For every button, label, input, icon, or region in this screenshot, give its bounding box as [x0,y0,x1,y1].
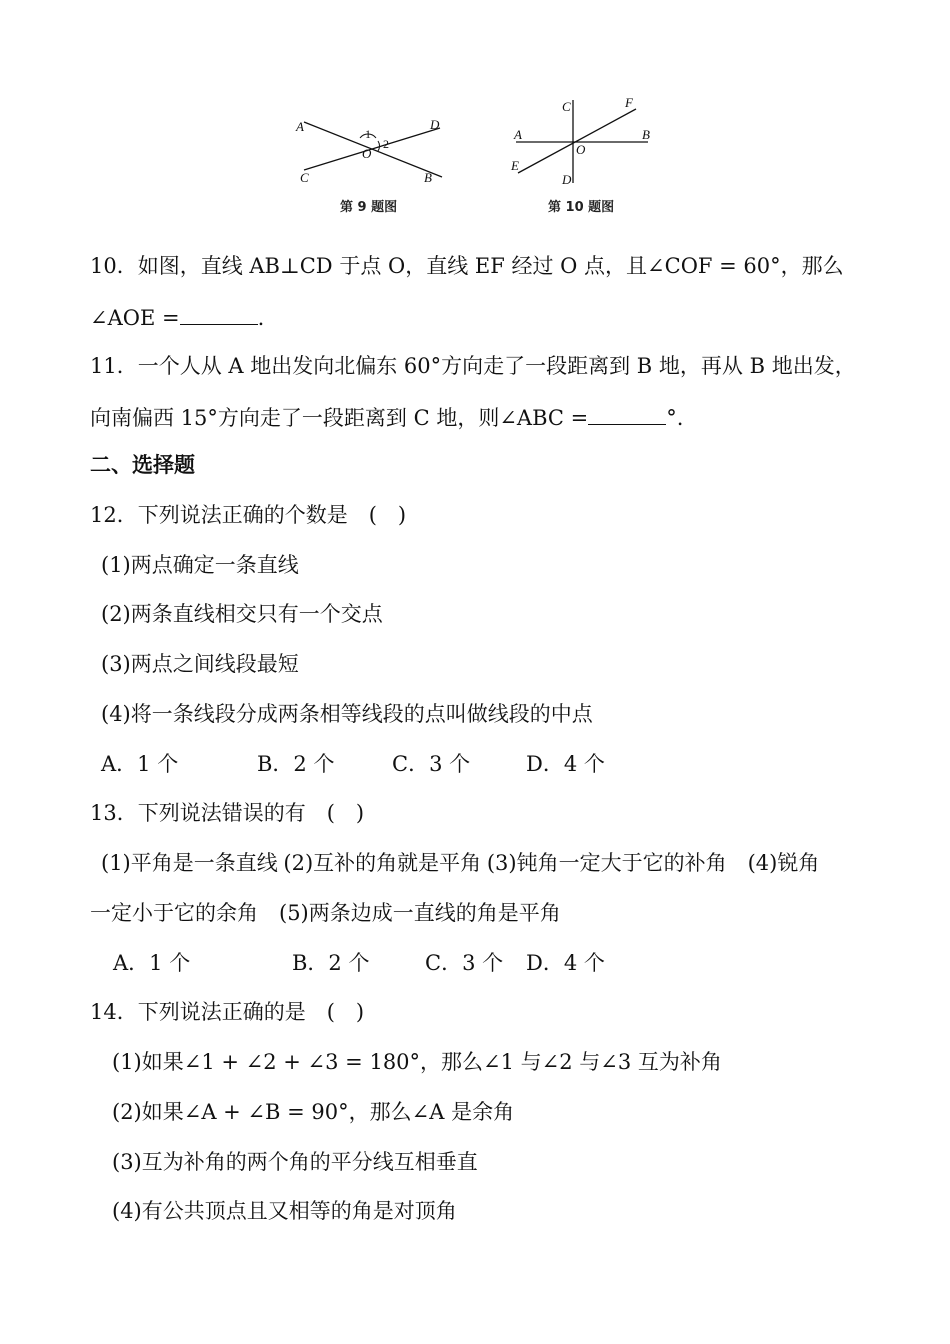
svg-text:C: C [562,99,571,114]
q10-period: . [257,306,265,330]
svg-text:D: D [430,117,440,132]
q13-option-c[interactable]: C．3 个 [425,951,504,975]
figure-10-caption: 第 10 题图 [548,200,615,215]
svg-text:B: B [424,170,432,185]
figure-10 [508,95,668,190]
svg-text:O: O [576,142,586,157]
q12-option-b[interactable]: B．2 个 [257,752,335,776]
svg-text:O: O [362,146,372,161]
q14-item-3: (3)互为补角的两个角的平分线互相垂直 [112,1150,478,1174]
q12-option-a[interactable]: A．1 个 [101,752,179,776]
q12-option-d[interactable]: D．4 个 [526,752,605,776]
q14-item-2: (2)如果∠A + ∠B = 90°，那么∠A 是余角 [112,1100,515,1124]
figure-9-caption: 第 9 题图 [340,200,398,215]
svg-text:D: D [562,172,572,187]
svg-text:E: E [511,158,519,173]
q13-option-a[interactable]: A．1 个 [113,951,191,975]
q13-option-b[interactable]: B．2 个 [292,951,370,975]
svg-text:1: 1 [365,127,371,141]
q11-line1: 11．一个人从 A 地出发向北偏东 60°方向走了一段距离到 B 地，再从 B 地出发， [90,354,856,378]
q12-item-1: (1)两点确定一条直线 [101,553,299,577]
q11-answer-blank[interactable] [588,402,666,425]
q12-item-2: (2)两条直线相交只有一个交点 [101,602,383,626]
q13-stem: 13．下列说法错误的有 ( ) [90,801,365,825]
q10-line2 [90,302,264,332]
q14-stem: 14．下列说法正确的是 ( ) [90,1000,365,1024]
q12-option-c[interactable]: C．3 个 [392,752,471,776]
q11-expression: 向南偏西 15°方向走了一段距离到 C 地，则∠ABC = [90,406,589,430]
q10-expression: ∠AOE = [90,306,180,330]
figure-9 [290,100,450,190]
q14-item-4: (4)有公共顶点且又相等的角是对顶角 [112,1199,457,1223]
q11-unit: °. [666,406,684,430]
figure-9-diagram [290,100,450,190]
svg-text:F: F [625,95,633,110]
svg-text:B: B [642,127,650,142]
q10-answer-blank[interactable] [180,302,258,325]
q13-statements-line1: (1)平角是一条直线 (2)互补的角就是平角 (3)钝角一定大于它的补角 (4)锐角 [101,851,820,875]
svg-text:C: C [300,170,309,185]
q10-line1: 10．如图，直线 AB⊥CD 于点 O，直线 EF 经过 O 点，且∠COF = 60°，那么 [90,254,844,278]
q11-line2 [90,402,683,432]
q12-item-3: (3)两点之间线段最短 [101,652,299,676]
q12-item-4: (4)将一条线段分成两条相等线段的点叫做线段的中点 [101,702,593,726]
q12-stem: 12．下列说法正确的个数是 ( ) [90,503,407,527]
section-title: 二、选择题 [90,453,195,477]
svg-text:2: 2 [383,137,389,151]
q13-statements-line2: 一定小于它的余角 (5)两条边成一直线的角是平角 [90,901,561,925]
figure-10-diagram [508,95,668,190]
q14-item-1: (1)如果∠1 + ∠2 + ∠3 = 180°，那么∠1 与∠2 与∠3 互为补角 [112,1050,722,1074]
q13-option-d[interactable]: D．4 个 [526,951,605,975]
svg-text:A: A [514,127,522,142]
svg-text:A: A [296,119,304,134]
